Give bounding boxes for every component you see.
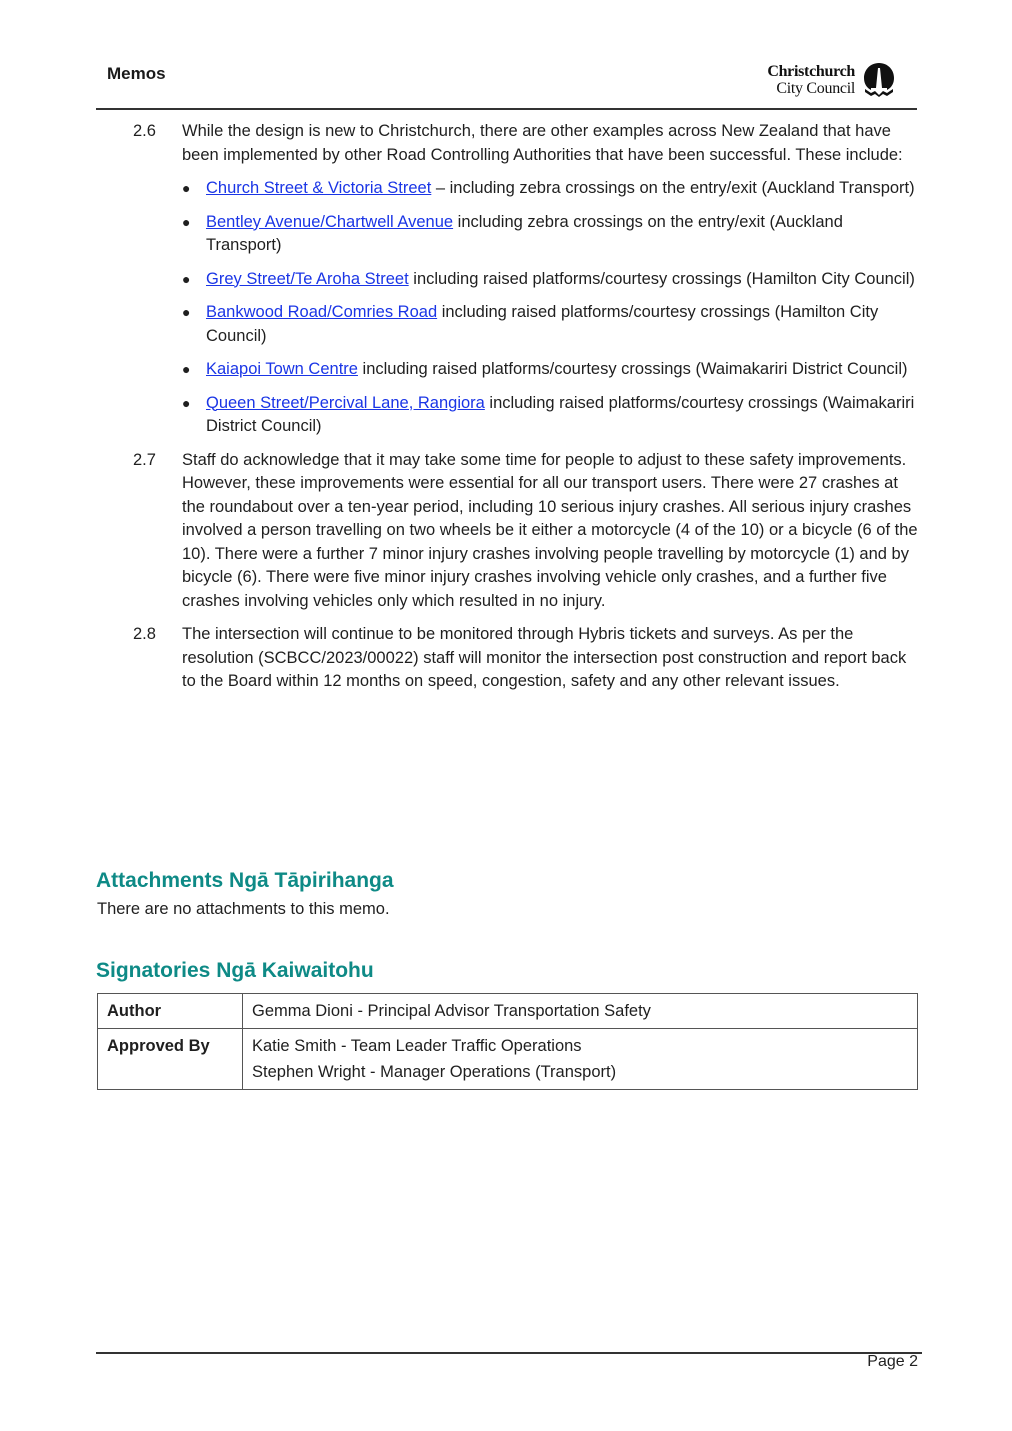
memo-body (96, 120, 918, 704)
table-row (98, 1029, 918, 1090)
list-item-text: including raised platforms/courtesy crossings (Waimakariri District Council) (357, 360, 908, 378)
paragraph-text: While the design is new to Christchurch, there are other examples across New Zealand that have been implemented by other Road Controlling Authorities that have been successful. These include: (182, 122, 903, 164)
list-item-text: including raised platforms/courtesy crossings (Waimakariri District Council) (206, 393, 915, 435)
row-label: Author (98, 994, 243, 1029)
signatory-line: Gemma Dioni - Principal Advisor Transportation Safety (252, 1002, 651, 1020)
paragraph-number: 2.8 (133, 625, 156, 643)
paragraph-2-8 (96, 623, 918, 694)
signatories-heading: Signatories Ngā Kaiwaitohu (96, 959, 374, 982)
list-item (182, 392, 918, 439)
attachments-text: There are no attachments to this memo. (97, 900, 390, 918)
paragraph-number: 2.7 (133, 450, 156, 469)
list-item-text: including zebra crossings on the entry/exit (Auckland Transport) (206, 212, 843, 254)
example-link[interactable]: Kaiapoi Town Centre (206, 360, 358, 378)
bullet-icon: ● (182, 304, 191, 320)
list-item (182, 211, 918, 258)
table-row (98, 994, 918, 1029)
list-item (182, 268, 918, 292)
list-item (182, 301, 918, 348)
signatory-line: Stephen Wright - Manager Operations (Transport) (252, 1063, 617, 1081)
paragraph-2-7 (96, 449, 918, 614)
example-link[interactable]: Church Street & Victoria Street (206, 179, 432, 197)
examples-list (182, 177, 918, 439)
row-label: Approved By (98, 1029, 243, 1090)
header-divider (96, 108, 917, 110)
paragraph-2-6 (96, 120, 918, 439)
bullet-icon: ● (182, 361, 191, 377)
footer-divider (96, 1352, 922, 1354)
row-value (243, 1029, 918, 1090)
paragraph-text: The intersection will continue to be monitored through Hybris tickets and surveys. As per the resolution (SCBCC/2023/00022) staff will monitor the intersection post construction and report back to the Board within 12 months on speed, congestion, safety and any other relevant issues. (182, 625, 907, 690)
bullet-icon: ● (182, 394, 191, 411)
signatories-table (97, 993, 918, 1090)
list-item (182, 358, 918, 382)
logo-line1: Christchurch (767, 63, 855, 80)
page-header (96, 56, 917, 110)
logo-line2: City Council (776, 80, 855, 97)
list-item (182, 177, 918, 201)
bullet-icon: ● (182, 270, 191, 287)
header-title: Memos (107, 64, 166, 83)
list-item-text: including raised platforms/courtesy crossings (Hamilton City Council) (206, 303, 879, 345)
cathedral-logo-icon (861, 62, 897, 98)
paragraph-number: 2.6 (133, 122, 156, 140)
bullet-icon: ● (182, 180, 191, 196)
list-item-text: – including zebra crossings on the entry/exit (Auckland Transport) (431, 179, 915, 197)
attachments-heading: Attachments Ngā Tāpirihanga (96, 869, 394, 892)
council-logo (767, 62, 897, 98)
list-item-text: including raised platforms/courtesy crossings (Hamilton City Council) (408, 269, 915, 288)
page-number: Page 2 (867, 1353, 918, 1370)
example-link[interactable]: Queen Street/Percival Lane, Rangiora (206, 393, 485, 412)
example-link[interactable]: Grey Street/Te Aroha Street (206, 269, 409, 288)
signatory-line: Katie Smith - Team Leader Traffic Operations (252, 1037, 582, 1055)
example-link[interactable]: Bentley Avenue/Chartwell Avenue (206, 212, 454, 231)
paragraph-text: Staff do acknowledge that it may take some time for people to adjust to these safety improvements. However, these improvements were essential for all our transport users. There were 27 crashes at the roundabout over a ten-year period, including 10 serious injury crashes. All serious injury crashes involved a person travelling on two wheels be it either a motorcycle (4 of the 10) or a bicycle (6 of the 10). There were a further 7 minor injury crashes involving people travelling by motorcycle (1) and by bicycle (6). There were five minor injury crashes involving vehicle only crashes, and a further five crashes involving vehicles only which resulted in no injury. (182, 450, 918, 610)
row-value (243, 994, 918, 1029)
bullet-icon: ● (182, 213, 191, 230)
example-link[interactable]: Bankwood Road/Comries Road (206, 303, 438, 321)
